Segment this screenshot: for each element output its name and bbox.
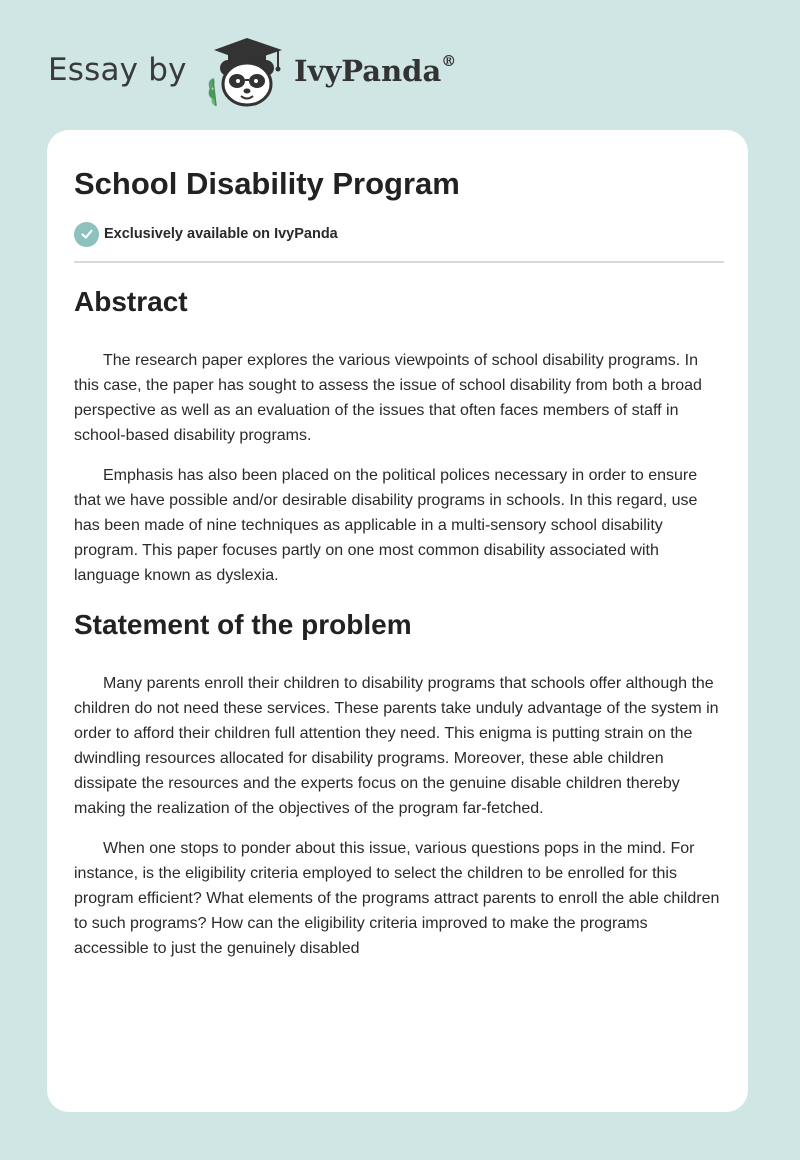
paragraph: The research paper explores the various viewpoints of school disability programs. In this case, the paper has sought to assess the issue of school disability from both a broad perspective as well as an evaluation of the issues that often faces members of staff in school-based disability programs. [74,352,702,444]
registered-mark: ® [441,52,457,71]
essay-by-label: Essay by [48,52,187,88]
essay-card [47,130,748,1112]
brand-name[interactable] [294,54,456,88]
section-heading: Abstract [74,286,188,317]
divider [74,261,724,263]
article-body [74,280,724,976]
page-title: School Disability Program [74,166,460,201]
brand-text: IvyPanda [294,54,442,88]
section-heading: Statement of the problem [74,609,412,640]
paragraph: Many parents enroll their children to disability programs that schools offer although the children do not need these services. These parents take unduly advantage of the system in order to afford their children full attention they need. This enigma is putting strain on the dwindling resources allocated for disability programs. Moreover, these able children dissipate the resources and the experts focus on the genuine disable children thereby making the realization of the objectives of the program far-fetched. [74,675,719,817]
site-header [48,34,508,114]
check-icon [74,222,99,247]
panda-logo-icon[interactable] [204,34,290,110]
paragraph: Emphasis has also been placed on the political polices necessary in order to ensure that we have possible and/or desirable disability programs in schools. In this regard, use has been made of nine techniques as applicable in a multi-sensory school disability program. This paper focuses partly on one most common disability associated with language known as dyslexia. [74,467,698,584]
badge-label: Exclusively available on IvyPanda [104,226,338,242]
paragraph: When one stops to ponder about this issue, various questions pops in the mind. For instance, is the eligibility criteria employed to select the children to be enrolled for this program efficient? What elements of the programs attract parents to enroll the able children to such programs? How can the eligibility criteria improved to make the programs accessible to just the genuinely disabled [74,840,720,957]
exclusive-badge [74,221,338,247]
